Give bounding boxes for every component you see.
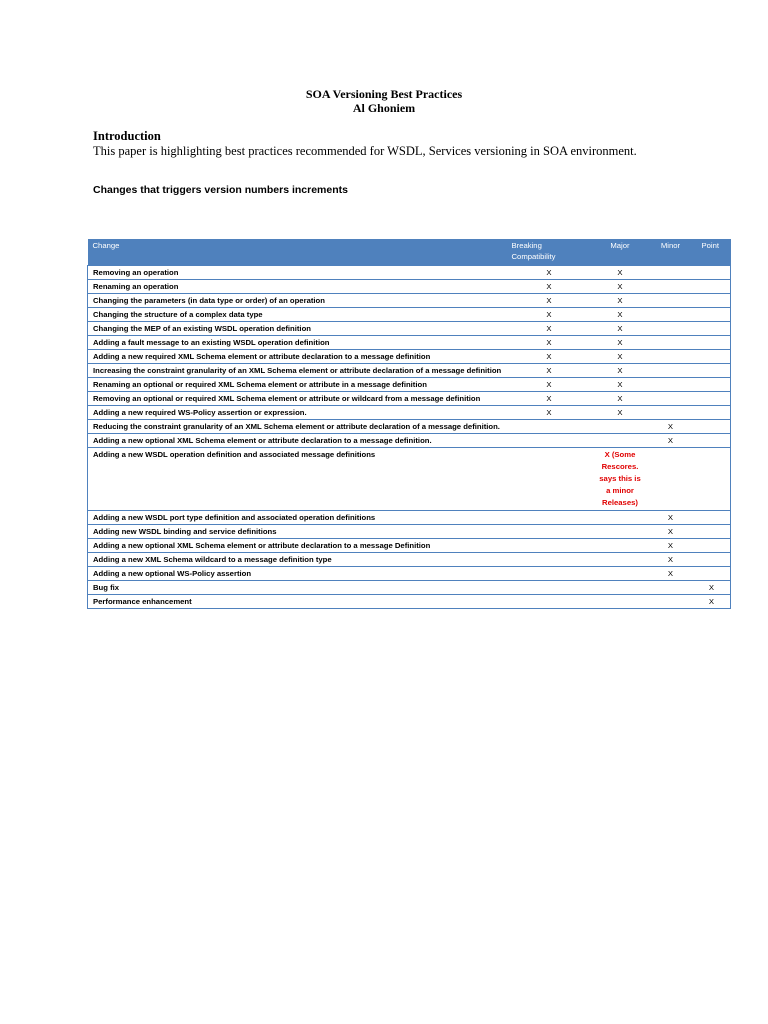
point-cell: [692, 448, 731, 511]
breaking-cell: [507, 581, 591, 595]
minor-cell: [649, 581, 692, 595]
table-row: [88, 553, 731, 567]
change-cell: Renaming an optional or required XML Schema element or attribute in a message definition: [88, 378, 507, 392]
document-title: SOA Versioning Best Practices: [305, 87, 463, 101]
minor-cell: [649, 294, 692, 308]
point-cell: [692, 308, 731, 322]
header-breaking-compatibility: Breaking Compatibility: [507, 239, 591, 266]
major-cell: [591, 567, 649, 581]
table-row: [88, 581, 731, 595]
change-cell: Increasing the constraint granularity of an XML Schema element or attribute declaration of a message definition: [88, 364, 507, 378]
change-cell: Removing an optional or required XML Schema element or attribute or wildcard from a message definition: [88, 392, 507, 406]
table-row: [88, 406, 731, 420]
breaking-cell: X: [507, 406, 591, 420]
change-cell: Adding a new required WS-Policy assertion or expression.: [88, 406, 507, 420]
major-cell: [591, 539, 649, 553]
change-cell: Adding a new WSDL port type definition and associated operation definitions: [88, 511, 507, 525]
major-cell: X: [591, 350, 649, 364]
major-cell: X: [591, 280, 649, 294]
major-cell: X: [591, 378, 649, 392]
breaking-cell: X: [507, 308, 591, 322]
point-cell: [692, 336, 731, 350]
major-cell: [591, 525, 649, 539]
point-cell: [692, 294, 731, 308]
minor-cell: [649, 595, 692, 609]
table-row: [88, 322, 731, 336]
breaking-cell: [507, 539, 591, 553]
point-cell: [692, 539, 731, 553]
minor-cell: [649, 392, 692, 406]
major-cell: [591, 420, 649, 434]
section-heading: Changes that triggers version numbers increments: [93, 184, 348, 196]
minor-cell: [649, 322, 692, 336]
breaking-cell: X: [507, 350, 591, 364]
major-cell: X: [591, 266, 649, 280]
table-row: [88, 378, 731, 392]
major-note: X (Some Rescores. says this is a minor Releases): [599, 450, 641, 507]
major-cell: [591, 553, 649, 567]
change-cell: Changing the MEP of an existing WSDL operation definition: [88, 322, 507, 336]
point-cell: [692, 553, 731, 567]
change-cell: Bug fix: [88, 581, 507, 595]
breaking-cell: X: [507, 364, 591, 378]
minor-cell: X: [649, 539, 692, 553]
table-row: [88, 308, 731, 322]
minor-cell: [649, 448, 692, 511]
point-cell: [692, 420, 731, 434]
table-row: [88, 266, 731, 280]
point-cell: [692, 525, 731, 539]
table-row: [88, 567, 731, 581]
introduction-text: This paper is highlighting best practices recommended for WSDL, Services versioning in SOA environment.: [93, 144, 637, 158]
point-cell: [692, 378, 731, 392]
point-cell: X: [692, 581, 731, 595]
document-author: Al Ghoniem: [352, 101, 416, 115]
minor-cell: X: [649, 420, 692, 434]
table-header-row: [88, 239, 731, 266]
change-cell: Adding a new optional XML Schema element or attribute declaration to a message definition.: [88, 434, 507, 448]
minor-cell: [649, 308, 692, 322]
breaking-cell: X: [507, 280, 591, 294]
major-cell: X: [591, 322, 649, 336]
change-cell: Adding a fault message to an existing WSDL operation definition: [88, 336, 507, 350]
major-cell: [591, 595, 649, 609]
introduction-heading: Introduction: [93, 129, 161, 143]
change-cell: Adding new WSDL binding and service definitions: [88, 525, 507, 539]
minor-cell: [649, 336, 692, 350]
minor-cell: [649, 350, 692, 364]
breaking-cell: [507, 553, 591, 567]
table-row: [88, 539, 731, 553]
breaking-cell: [507, 448, 591, 511]
table-row: [88, 294, 731, 308]
breaking-cell: X: [507, 266, 591, 280]
change-cell: Adding a new optional XML Schema element or attribute declaration to a message Definition: [88, 539, 507, 553]
table-row: [88, 392, 731, 406]
table-row: [88, 336, 731, 350]
point-cell: [692, 567, 731, 581]
breaking-cell: [507, 420, 591, 434]
major-cell: [591, 511, 649, 525]
point-cell: [692, 406, 731, 420]
minor-cell: [649, 266, 692, 280]
major-cell: X: [591, 294, 649, 308]
breaking-cell: [507, 511, 591, 525]
table-row: [88, 350, 731, 364]
table-row: [88, 420, 731, 434]
change-cell: Renaming an operation: [88, 280, 507, 294]
point-cell: [692, 364, 731, 378]
breaking-cell: X: [507, 336, 591, 350]
minor-cell: [649, 364, 692, 378]
change-cell: Changing the structure of a complex data type: [88, 308, 507, 322]
header-minor: Minor: [649, 239, 692, 266]
page-title: [0, 87, 768, 115]
major-cell: [591, 448, 649, 511]
point-cell: [692, 434, 731, 448]
major-cell: X: [591, 392, 649, 406]
major-cell: [591, 581, 649, 595]
header-major: Major: [591, 239, 649, 266]
breaking-cell: [507, 525, 591, 539]
table-row: [88, 595, 731, 609]
breaking-cell: X: [507, 294, 591, 308]
point-cell: [692, 392, 731, 406]
change-cell: Adding a new optional WS-Policy assertion: [88, 567, 507, 581]
change-cell: Changing the parameters (in data type or order) of an operation: [88, 294, 507, 308]
table-row: [88, 280, 731, 294]
point-cell: [692, 350, 731, 364]
point-cell: X: [692, 595, 731, 609]
breaking-cell: X: [507, 322, 591, 336]
versioning-table: [87, 239, 731, 609]
minor-cell: X: [649, 511, 692, 525]
table-row: [88, 434, 731, 448]
major-cell: [591, 434, 649, 448]
table-row: [88, 364, 731, 378]
change-cell: Adding a new XML Schema wildcard to a message definition type: [88, 553, 507, 567]
table-row: [88, 511, 731, 525]
change-cell: Reducing the constraint granularity of an XML Schema element or attribute declaration of a message definition.: [88, 420, 507, 434]
minor-cell: [649, 378, 692, 392]
major-cell: X: [591, 406, 649, 420]
breaking-cell: [507, 595, 591, 609]
minor-cell: X: [649, 567, 692, 581]
point-cell: [692, 266, 731, 280]
table-body: [88, 266, 731, 609]
minor-cell: X: [649, 525, 692, 539]
table-row: [88, 448, 731, 511]
major-cell: X: [591, 308, 649, 322]
header-point: Point: [692, 239, 731, 266]
change-cell: Adding a new required XML Schema element or attribute declaration to a message definition: [88, 350, 507, 364]
minor-cell: [649, 406, 692, 420]
minor-cell: [649, 280, 692, 294]
major-cell: X: [591, 336, 649, 350]
point-cell: [692, 322, 731, 336]
table-row: [88, 525, 731, 539]
change-cell: Removing an operation: [88, 266, 507, 280]
header-change: Change: [88, 239, 507, 266]
breaking-cell: [507, 567, 591, 581]
breaking-cell: X: [507, 392, 591, 406]
minor-cell: X: [649, 434, 692, 448]
major-cell: X: [591, 364, 649, 378]
breaking-cell: [507, 434, 591, 448]
change-cell: Adding a new WSDL operation definition and associated message definitions: [88, 448, 507, 511]
point-cell: [692, 511, 731, 525]
change-cell: Performance enhancement: [88, 595, 507, 609]
minor-cell: X: [649, 553, 692, 567]
point-cell: [692, 280, 731, 294]
breaking-cell: X: [507, 378, 591, 392]
